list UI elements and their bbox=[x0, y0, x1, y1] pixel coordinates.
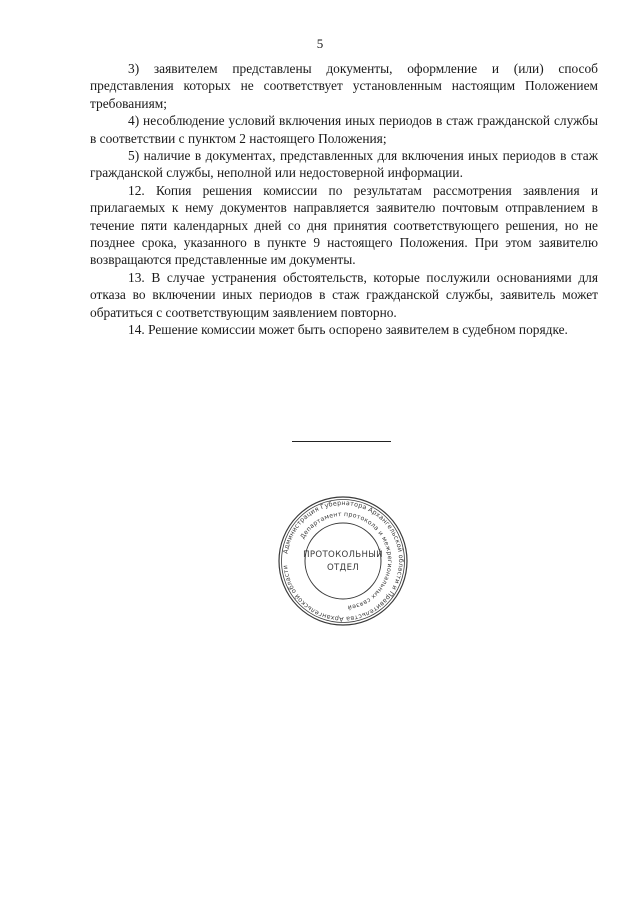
paragraph-clause-14: 14. Решение комиссии может быть оспорено заявителем в судебном порядке. bbox=[128, 322, 568, 338]
separator-line bbox=[292, 441, 391, 442]
stamp-center-line-1: ПРОТОКОЛЬНЫЙ bbox=[303, 550, 383, 560]
paragraph-clause-12: 12. Копия решения комиссии по результатам рассмотрения заявления и прилагаемых к нему документов направляется заявителю почтовым отправлением в течение пяти календарных дней со дня принятия соответствующего решения, но не позднее срока, указанного в пункте 9 настоящего Положения. При этом заявителю возвращаются представленные им документы. bbox=[90, 182, 598, 268]
document-body bbox=[90, 60, 598, 339]
stamp-center-line-2: ОТДЕЛ bbox=[326, 563, 360, 573]
paragraph-item-4: 4) несоблюдение условий включения иных периодов в стаж гражданской службы в соответствии с пунктом 2 настоящего Положения; bbox=[90, 113, 598, 146]
svg-text:Департамент протокола и межрег bbox=[299, 511, 393, 612]
stamp-inner-text: Департамент протокола и межрегиональных связей bbox=[299, 510, 394, 611]
paragraph-item-3: 3) заявителем представлены документы, оформление и (или) способ представления которых не соответствует установленным настоящим Положением требованиям; bbox=[90, 61, 598, 111]
stamp-outer-text: Администрация Губернатора Архангельской области и Правительства Архангельской области bbox=[281, 498, 406, 624]
paragraph-item-5: 5) наличие в документах, представленных для включения иных периодов в стаж гражданской службы, неполной или недостоверной информации. bbox=[90, 148, 598, 181]
official-stamp bbox=[277, 495, 409, 627]
stamp-seal-icon bbox=[277, 495, 409, 627]
paragraph-clause-13: 13. В случае устранения обстоятельств, которые послужили основаниями для отказа во включении иных периодов в стаж гражданской службы, заявитель может обратиться с соответствующим заявлением повторно. bbox=[90, 269, 598, 320]
page-number: 5 bbox=[316, 36, 324, 51]
